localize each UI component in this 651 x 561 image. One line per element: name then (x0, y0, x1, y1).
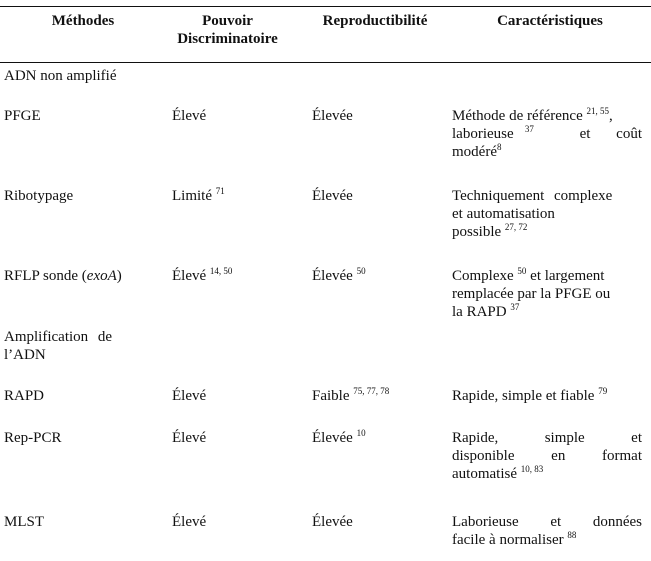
row-ribotypage-char: Techniquement complexe et automatisation possible $^{27, 72}$ (452, 188, 613, 240)
row-reppcr-power: Élevé (172, 430, 207, 446)
header-rule (0, 62, 651, 63)
header-caracteristiques: Caractéristiques (497, 13, 603, 29)
table-top-rule (0, 6, 651, 7)
row-ribotypage-method: Ribotypage (4, 188, 74, 204)
row-pfge-repro: Élevée (312, 108, 353, 124)
row-pfge-method: PFGE (4, 108, 41, 124)
row-rapd-power: Élevé (172, 388, 207, 404)
row-rflp-repro: Élevée $^{50}$ (312, 266, 366, 284)
header-reproductibilite: Reproductibilité (322, 13, 428, 29)
row-rapd-method: RAPD (4, 388, 45, 404)
row-mlst-method: MLST (4, 514, 45, 530)
row-mlst-repro: Élevée (312, 514, 353, 530)
row-rapd-char: Rapide, simple et fiable $^{79}$ (452, 386, 608, 404)
row-ribotypage-repro: Élevée (312, 188, 353, 204)
row-pfge-power: Élevé (172, 108, 207, 124)
row-mlst-power: Élevé (172, 514, 207, 530)
row-rapd-repro: Faible $^{75, 77, 78}$ (312, 386, 390, 404)
row-pfge-char: Méthode de référence $^{21, 55}$, laborieuse $^{37}$ et coût modéré$^8$ (452, 106, 642, 160)
row-rflp-method: RFLP sonde (exoA) (4, 268, 122, 284)
row-reppcr-char: Rapide, simple et disponible en format automatisé $^{10, 83}$ (452, 430, 642, 482)
row-reppcr-repro: Élevée $^{10}$ (312, 428, 366, 446)
section-amplified: Amplification de l’ADN (4, 329, 113, 363)
header-pouvoir (150, 12, 305, 48)
row-rflp-char: Complexe $^{50}$ et largement remplacée par la PFGE ou la RAPD $^{37}$ (452, 266, 611, 320)
row-ribotypage-power: Limité $^{71}$ (172, 186, 225, 204)
header-pouvoir-line2: Discriminatoire (177, 31, 278, 47)
header-methodes: Méthodes (51, 13, 115, 29)
row-rflp-power: Élevé $^{14, 50}$ (172, 266, 233, 284)
row-mlst-char: Laborieuse et données facile à normaliser $^{88}$ (452, 514, 642, 548)
header-pouvoir-line1: Pouvoir (202, 13, 253, 29)
row-reppcr-method: Rep-PCR (4, 430, 62, 446)
section-non-amplified: ADN non amplifié (4, 68, 117, 84)
